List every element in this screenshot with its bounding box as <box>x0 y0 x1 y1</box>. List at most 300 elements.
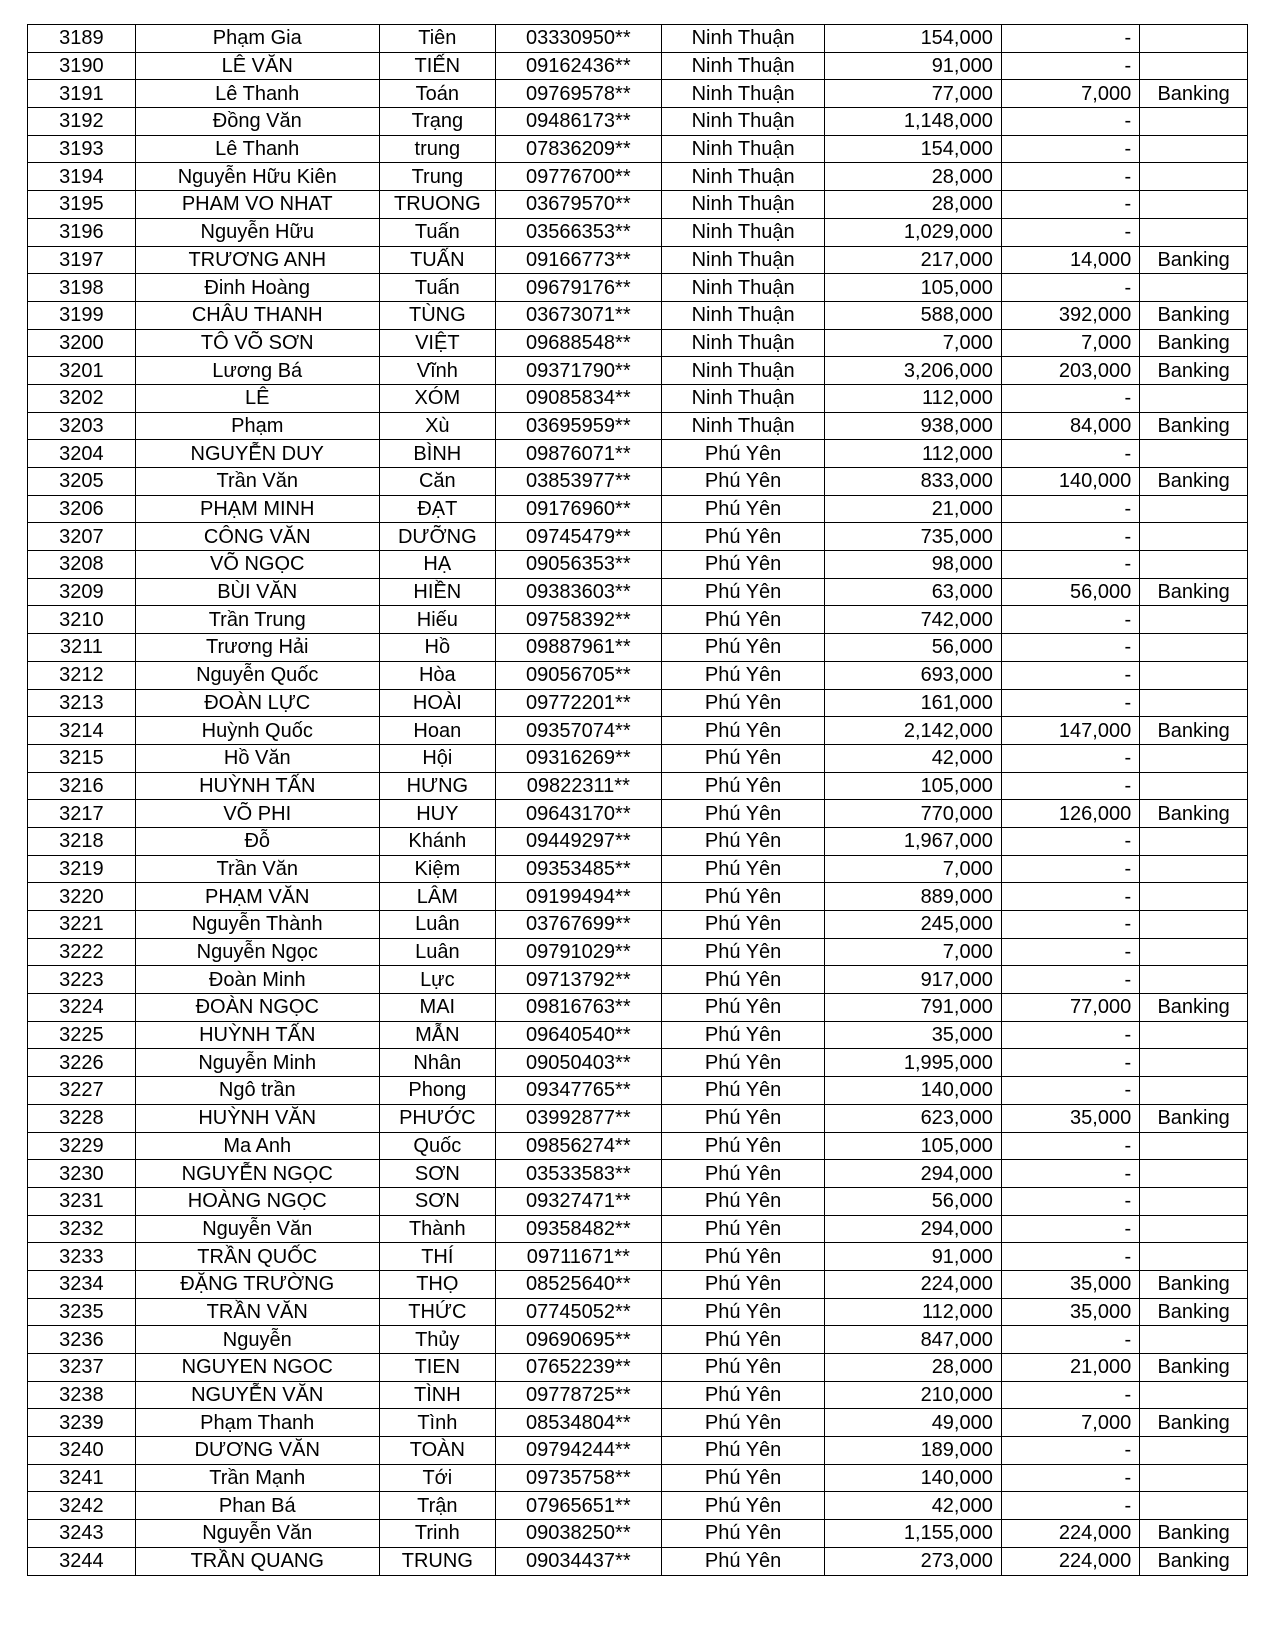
payment-method-cell <box>1140 1077 1248 1105</box>
amount-cell: 294,000 <box>825 1215 1001 1243</box>
first-name-cell: Thủy <box>379 1326 495 1354</box>
last-middle-name-cell: VÕ PHI <box>135 800 379 828</box>
table-row <box>28 218 1248 246</box>
amount-cell: 42,000 <box>825 744 1001 772</box>
table-row <box>28 1381 1248 1409</box>
phone-cell: 09347765** <box>495 1077 661 1105</box>
payment-method-cell <box>1140 661 1248 689</box>
deduction-cell: - <box>1001 52 1139 80</box>
payment-method-cell <box>1140 1187 1248 1215</box>
province-cell: Phú Yên <box>661 1187 825 1215</box>
row-number-cell: 3192 <box>28 108 136 136</box>
deduction-cell: 140,000 <box>1001 468 1139 496</box>
phone-cell: 07836209** <box>495 135 661 163</box>
phone-cell: 09176960** <box>495 495 661 523</box>
payment-method-cell: Banking <box>1140 357 1248 385</box>
table-row <box>28 578 1248 606</box>
table-row <box>28 911 1248 939</box>
table-row <box>28 495 1248 523</box>
last-middle-name-cell: HOÀNG NGỌC <box>135 1187 379 1215</box>
province-cell: Ninh Thuận <box>661 246 825 274</box>
province-cell: Phú Yên <box>661 966 825 994</box>
row-number-cell: 3236 <box>28 1326 136 1354</box>
province-cell: Phú Yên <box>661 1547 825 1575</box>
phone-cell: 03673071** <box>495 301 661 329</box>
amount-cell: 1,155,000 <box>825 1520 1001 1548</box>
amount-cell: 1,148,000 <box>825 108 1001 136</box>
payment-method-cell <box>1140 551 1248 579</box>
payment-method-cell <box>1140 1049 1248 1077</box>
table-row <box>28 108 1248 136</box>
last-middle-name-cell: PHAM VO NHAT <box>135 191 379 219</box>
first-name-cell: Căn <box>379 468 495 496</box>
table-row <box>28 883 1248 911</box>
last-middle-name-cell: Trần Trung <box>135 606 379 634</box>
table-row <box>28 25 1248 53</box>
province-cell: Ninh Thuận <box>661 191 825 219</box>
last-middle-name-cell: Nguyễn Minh <box>135 1049 379 1077</box>
province-cell: Ninh Thuận <box>661 384 825 412</box>
row-number-cell: 3237 <box>28 1354 136 1382</box>
table-row <box>28 689 1248 717</box>
row-number-cell: 3232 <box>28 1215 136 1243</box>
row-number-cell: 3209 <box>28 578 136 606</box>
table-row <box>28 1547 1248 1575</box>
deduction-cell: - <box>1001 25 1139 53</box>
payment-method-cell <box>1140 855 1248 883</box>
last-middle-name-cell: Trần Văn <box>135 855 379 883</box>
first-name-cell: Vĩnh <box>379 357 495 385</box>
first-name-cell: TOÀN <box>379 1437 495 1465</box>
phone-cell: 03533583** <box>495 1160 661 1188</box>
deduction-cell: 126,000 <box>1001 800 1139 828</box>
deduction-cell: 7,000 <box>1001 329 1139 357</box>
first-name-cell: Thành <box>379 1215 495 1243</box>
payment-method-cell <box>1140 1326 1248 1354</box>
deduction-cell: 56,000 <box>1001 578 1139 606</box>
table-row <box>28 52 1248 80</box>
table-row <box>28 717 1248 745</box>
payment-method-cell: Banking <box>1140 80 1248 108</box>
amount-cell: 35,000 <box>825 1021 1001 1049</box>
amount-cell: 28,000 <box>825 163 1001 191</box>
phone-cell: 09735758** <box>495 1464 661 1492</box>
province-cell: Phú Yên <box>661 1270 825 1298</box>
amount-cell: 1,029,000 <box>825 218 1001 246</box>
province-cell: Phú Yên <box>661 551 825 579</box>
last-middle-name-cell: Phạm Thanh <box>135 1409 379 1437</box>
deduction-cell: - <box>1001 1381 1139 1409</box>
amount-cell: 56,000 <box>825 634 1001 662</box>
province-cell: Phú Yên <box>661 1215 825 1243</box>
table-row <box>28 1409 1248 1437</box>
phone-cell: 09688548** <box>495 329 661 357</box>
amount-cell: 224,000 <box>825 1270 1001 1298</box>
first-name-cell: Tới <box>379 1464 495 1492</box>
table-row <box>28 301 1248 329</box>
last-middle-name-cell: CHÂU THANH <box>135 301 379 329</box>
phone-cell: 09711671** <box>495 1243 661 1271</box>
province-cell: Ninh Thuận <box>661 357 825 385</box>
last-middle-name-cell: Nguyễn Ngọc <box>135 938 379 966</box>
row-number-cell: 3226 <box>28 1049 136 1077</box>
last-middle-name-cell: NGUYỄN DUY <box>135 440 379 468</box>
first-name-cell: THỨC <box>379 1298 495 1326</box>
first-name-cell: TÌNH <box>379 1381 495 1409</box>
phone-cell: 09353485** <box>495 855 661 883</box>
last-middle-name-cell: NGUYEN NGOC <box>135 1354 379 1382</box>
phone-cell: 09050403** <box>495 1049 661 1077</box>
amount-cell: 7,000 <box>825 329 1001 357</box>
last-middle-name-cell: VÕ NGỌC <box>135 551 379 579</box>
deduction-cell: - <box>1001 1187 1139 1215</box>
row-number-cell: 3194 <box>28 163 136 191</box>
phone-cell: 09449297** <box>495 827 661 855</box>
last-middle-name-cell: NGUYỄN VĂN <box>135 1381 379 1409</box>
first-name-cell: Tình <box>379 1409 495 1437</box>
payment-method-cell <box>1140 523 1248 551</box>
phone-cell: 09038250** <box>495 1520 661 1548</box>
table-row <box>28 357 1248 385</box>
deduction-cell: - <box>1001 966 1139 994</box>
row-number-cell: 3241 <box>28 1464 136 1492</box>
payment-method-cell: Banking <box>1140 1520 1248 1548</box>
last-middle-name-cell: Lương Bá <box>135 357 379 385</box>
phone-cell: 09822311** <box>495 772 661 800</box>
last-middle-name-cell: Lê Thanh <box>135 80 379 108</box>
deduction-cell: - <box>1001 1492 1139 1520</box>
phone-cell: 09486173** <box>495 108 661 136</box>
table-row <box>28 1215 1248 1243</box>
province-cell: Phú Yên <box>661 911 825 939</box>
row-number-cell: 3211 <box>28 634 136 662</box>
row-number-cell: 3203 <box>28 412 136 440</box>
table-row <box>28 384 1248 412</box>
first-name-cell: Luân <box>379 911 495 939</box>
deduction-cell: - <box>1001 883 1139 911</box>
amount-cell: 105,000 <box>825 274 1001 302</box>
phone-cell: 07745052** <box>495 1298 661 1326</box>
province-cell: Ninh Thuận <box>661 108 825 136</box>
phone-cell: 03853977** <box>495 468 661 496</box>
last-middle-name-cell: Nguyễn Hữu <box>135 218 379 246</box>
payment-method-cell <box>1140 218 1248 246</box>
payment-method-cell <box>1140 1464 1248 1492</box>
deduction-cell: - <box>1001 1049 1139 1077</box>
table-row <box>28 994 1248 1022</box>
amount-cell: 693,000 <box>825 661 1001 689</box>
last-middle-name-cell: TRẦN QUỐC <box>135 1243 379 1271</box>
payment-method-cell: Banking <box>1140 1104 1248 1132</box>
province-cell: Ninh Thuận <box>661 80 825 108</box>
first-name-cell: Tuấn <box>379 274 495 302</box>
province-cell: Ninh Thuận <box>661 25 825 53</box>
last-middle-name-cell: Nguyễn Văn <box>135 1520 379 1548</box>
deduction-cell: 35,000 <box>1001 1298 1139 1326</box>
first-name-cell: Hồ <box>379 634 495 662</box>
table-row <box>28 855 1248 883</box>
phone-cell: 09640540** <box>495 1021 661 1049</box>
last-middle-name-cell: Trần Văn <box>135 468 379 496</box>
row-number-cell: 3212 <box>28 661 136 689</box>
deduction-cell: 203,000 <box>1001 357 1139 385</box>
table-row <box>28 1270 1248 1298</box>
deduction-cell: - <box>1001 1215 1139 1243</box>
last-middle-name-cell: Lê Thanh <box>135 135 379 163</box>
phone-cell: 09358482** <box>495 1215 661 1243</box>
amount-cell: 2,142,000 <box>825 717 1001 745</box>
table-row <box>28 1049 1248 1077</box>
phone-cell: 03330950** <box>495 25 661 53</box>
phone-cell: 09758392** <box>495 606 661 634</box>
deduction-cell: 224,000 <box>1001 1547 1139 1575</box>
amount-cell: 735,000 <box>825 523 1001 551</box>
first-name-cell: Luân <box>379 938 495 966</box>
last-middle-name-cell: Nguyễn Hữu Kiên <box>135 163 379 191</box>
row-number-cell: 3193 <box>28 135 136 163</box>
first-name-cell: Hiếu <box>379 606 495 634</box>
payment-method-cell <box>1140 772 1248 800</box>
first-name-cell: TUẤN <box>379 246 495 274</box>
table-row <box>28 191 1248 219</box>
row-number-cell: 3213 <box>28 689 136 717</box>
row-number-cell: 3219 <box>28 855 136 883</box>
deduction-cell: - <box>1001 440 1139 468</box>
deduction-cell: - <box>1001 634 1139 662</box>
row-number-cell: 3201 <box>28 357 136 385</box>
province-cell: Phú Yên <box>661 1437 825 1465</box>
table-row <box>28 412 1248 440</box>
data-table <box>27 24 1248 1576</box>
amount-cell: 273,000 <box>825 1547 1001 1575</box>
table-row <box>28 606 1248 634</box>
deduction-cell: - <box>1001 384 1139 412</box>
last-middle-name-cell: HUỲNH TẤN <box>135 1021 379 1049</box>
deduction-cell: 14,000 <box>1001 246 1139 274</box>
first-name-cell: TÙNG <box>379 301 495 329</box>
table-row <box>28 1132 1248 1160</box>
deduction-cell: - <box>1001 772 1139 800</box>
province-cell: Ninh Thuận <box>661 52 825 80</box>
amount-cell: 28,000 <box>825 1354 1001 1382</box>
first-name-cell: TRUNG <box>379 1547 495 1575</box>
payment-method-cell <box>1140 1381 1248 1409</box>
phone-cell: 09769578** <box>495 80 661 108</box>
amount-cell: 140,000 <box>825 1077 1001 1105</box>
payment-method-cell: Banking <box>1140 468 1248 496</box>
table-row <box>28 440 1248 468</box>
payment-method-cell: Banking <box>1140 994 1248 1022</box>
last-middle-name-cell: Nguyễn <box>135 1326 379 1354</box>
payment-method-cell: Banking <box>1140 1409 1248 1437</box>
amount-cell: 105,000 <box>825 772 1001 800</box>
deduction-cell: - <box>1001 218 1139 246</box>
first-name-cell: THỌ <box>379 1270 495 1298</box>
first-name-cell: Trận <box>379 1492 495 1520</box>
province-cell: Phú Yên <box>661 1464 825 1492</box>
phone-cell: 09679176** <box>495 274 661 302</box>
province-cell: Phú Yên <box>661 744 825 772</box>
last-middle-name-cell: Đỗ <box>135 827 379 855</box>
table-row <box>28 1077 1248 1105</box>
amount-cell: 1,995,000 <box>825 1049 1001 1077</box>
deduction-cell: - <box>1001 1132 1139 1160</box>
row-number-cell: 3197 <box>28 246 136 274</box>
deduction-cell: 84,000 <box>1001 412 1139 440</box>
last-middle-name-cell: TRƯƠNG ANH <box>135 246 379 274</box>
phone-cell: 09056705** <box>495 661 661 689</box>
province-cell: Phú Yên <box>661 1049 825 1077</box>
payment-method-cell <box>1140 163 1248 191</box>
phone-cell: 09199494** <box>495 883 661 911</box>
amount-cell: 7,000 <box>825 938 1001 966</box>
last-middle-name-cell: ĐOÀN NGỌC <box>135 994 379 1022</box>
payment-method-cell <box>1140 606 1248 634</box>
row-number-cell: 3196 <box>28 218 136 246</box>
table-row <box>28 1326 1248 1354</box>
first-name-cell: Lực <box>379 966 495 994</box>
province-cell: Ninh Thuận <box>661 218 825 246</box>
payment-method-cell <box>1140 689 1248 717</box>
phone-cell: 09643170** <box>495 800 661 828</box>
last-middle-name-cell: LÊ <box>135 384 379 412</box>
payment-method-cell: Banking <box>1140 246 1248 274</box>
row-number-cell: 3207 <box>28 523 136 551</box>
payment-method-cell <box>1140 135 1248 163</box>
deduction-cell: - <box>1001 744 1139 772</box>
table-row <box>28 1104 1248 1132</box>
province-cell: Ninh Thuận <box>661 135 825 163</box>
payment-method-cell <box>1140 384 1248 412</box>
first-name-cell: SƠN <box>379 1160 495 1188</box>
last-middle-name-cell: DƯƠNG VĂN <box>135 1437 379 1465</box>
phone-cell: 09383603** <box>495 578 661 606</box>
amount-cell: 294,000 <box>825 1160 1001 1188</box>
payment-method-cell <box>1140 25 1248 53</box>
deduction-cell: - <box>1001 1243 1139 1271</box>
table-row <box>28 966 1248 994</box>
last-middle-name-cell: TRẦN VĂN <box>135 1298 379 1326</box>
deduction-cell: 7,000 <box>1001 80 1139 108</box>
amount-cell: 154,000 <box>825 25 1001 53</box>
amount-cell: 742,000 <box>825 606 1001 634</box>
first-name-cell: MAI <box>379 994 495 1022</box>
deduction-cell: - <box>1001 827 1139 855</box>
last-middle-name-cell: Phạm Gia <box>135 25 379 53</box>
amount-cell: 77,000 <box>825 80 1001 108</box>
last-middle-name-cell: PHẠM MINH <box>135 495 379 523</box>
table-row <box>28 1298 1248 1326</box>
amount-cell: 42,000 <box>825 1492 1001 1520</box>
amount-cell: 889,000 <box>825 883 1001 911</box>
payment-method-cell <box>1140 52 1248 80</box>
deduction-cell: - <box>1001 523 1139 551</box>
first-name-cell: Phong <box>379 1077 495 1105</box>
deduction-cell: 21,000 <box>1001 1354 1139 1382</box>
phone-cell: 09327471** <box>495 1187 661 1215</box>
table-row <box>28 661 1248 689</box>
payment-method-cell <box>1140 108 1248 136</box>
payment-method-cell: Banking <box>1140 1354 1248 1382</box>
first-name-cell: Tuấn <box>379 218 495 246</box>
phone-cell: 09166773** <box>495 246 661 274</box>
last-middle-name-cell: LÊ VĂN <box>135 52 379 80</box>
row-number-cell: 3239 <box>28 1409 136 1437</box>
amount-cell: 3,206,000 <box>825 357 1001 385</box>
first-name-cell: DƯỠNG <box>379 523 495 551</box>
amount-cell: 140,000 <box>825 1464 1001 1492</box>
last-middle-name-cell: TRẦN QUANG <box>135 1547 379 1575</box>
deduction-cell: 224,000 <box>1001 1520 1139 1548</box>
deduction-cell: - <box>1001 1077 1139 1105</box>
table-row <box>28 135 1248 163</box>
row-number-cell: 3198 <box>28 274 136 302</box>
row-number-cell: 3223 <box>28 966 136 994</box>
row-number-cell: 3200 <box>28 329 136 357</box>
row-number-cell: 3204 <box>28 440 136 468</box>
phone-cell: 09791029** <box>495 938 661 966</box>
province-cell: Phú Yên <box>661 1160 825 1188</box>
phone-cell: 09162436** <box>495 52 661 80</box>
province-cell: Phú Yên <box>661 1243 825 1271</box>
amount-cell: 161,000 <box>825 689 1001 717</box>
amount-cell: 112,000 <box>825 384 1001 412</box>
province-cell: Phú Yên <box>661 1104 825 1132</box>
first-name-cell: Toán <box>379 80 495 108</box>
deduction-cell: - <box>1001 551 1139 579</box>
deduction-cell: - <box>1001 135 1139 163</box>
phone-cell: 09357074** <box>495 717 661 745</box>
first-name-cell: Khánh <box>379 827 495 855</box>
first-name-cell: LÂM <box>379 883 495 911</box>
row-number-cell: 3227 <box>28 1077 136 1105</box>
row-number-cell: 3202 <box>28 384 136 412</box>
row-number-cell: 3243 <box>28 1520 136 1548</box>
amount-cell: 105,000 <box>825 1132 1001 1160</box>
province-cell: Ninh Thuận <box>661 301 825 329</box>
first-name-cell: Hội <box>379 744 495 772</box>
deduction-cell: 392,000 <box>1001 301 1139 329</box>
province-cell: Phú Yên <box>661 717 825 745</box>
first-name-cell: Quốc <box>379 1132 495 1160</box>
deduction-cell: - <box>1001 163 1139 191</box>
payment-method-cell: Banking <box>1140 1270 1248 1298</box>
payment-method-cell <box>1140 1492 1248 1520</box>
phone-cell: 08534804** <box>495 1409 661 1437</box>
amount-cell: 7,000 <box>825 855 1001 883</box>
row-number-cell: 3214 <box>28 717 136 745</box>
table-row <box>28 1492 1248 1520</box>
deduction-cell: - <box>1001 689 1139 717</box>
province-cell: Phú Yên <box>661 855 825 883</box>
table-row <box>28 827 1248 855</box>
last-middle-name-cell: Đồng Văn <box>135 108 379 136</box>
amount-cell: 91,000 <box>825 1243 1001 1271</box>
payment-method-cell <box>1140 911 1248 939</box>
row-number-cell: 3224 <box>28 994 136 1022</box>
amount-cell: 21,000 <box>825 495 1001 523</box>
table-row <box>28 772 1248 800</box>
province-cell: Ninh Thuận <box>661 163 825 191</box>
last-middle-name-cell: Nguyễn Văn <box>135 1215 379 1243</box>
phone-cell: 09772201** <box>495 689 661 717</box>
row-number-cell: 3230 <box>28 1160 136 1188</box>
payment-method-cell <box>1140 634 1248 662</box>
last-middle-name-cell: Nguyễn Quốc <box>135 661 379 689</box>
phone-cell: 09745479** <box>495 523 661 551</box>
last-middle-name-cell: ĐOÀN LỰC <box>135 689 379 717</box>
payment-method-cell: Banking <box>1140 578 1248 606</box>
